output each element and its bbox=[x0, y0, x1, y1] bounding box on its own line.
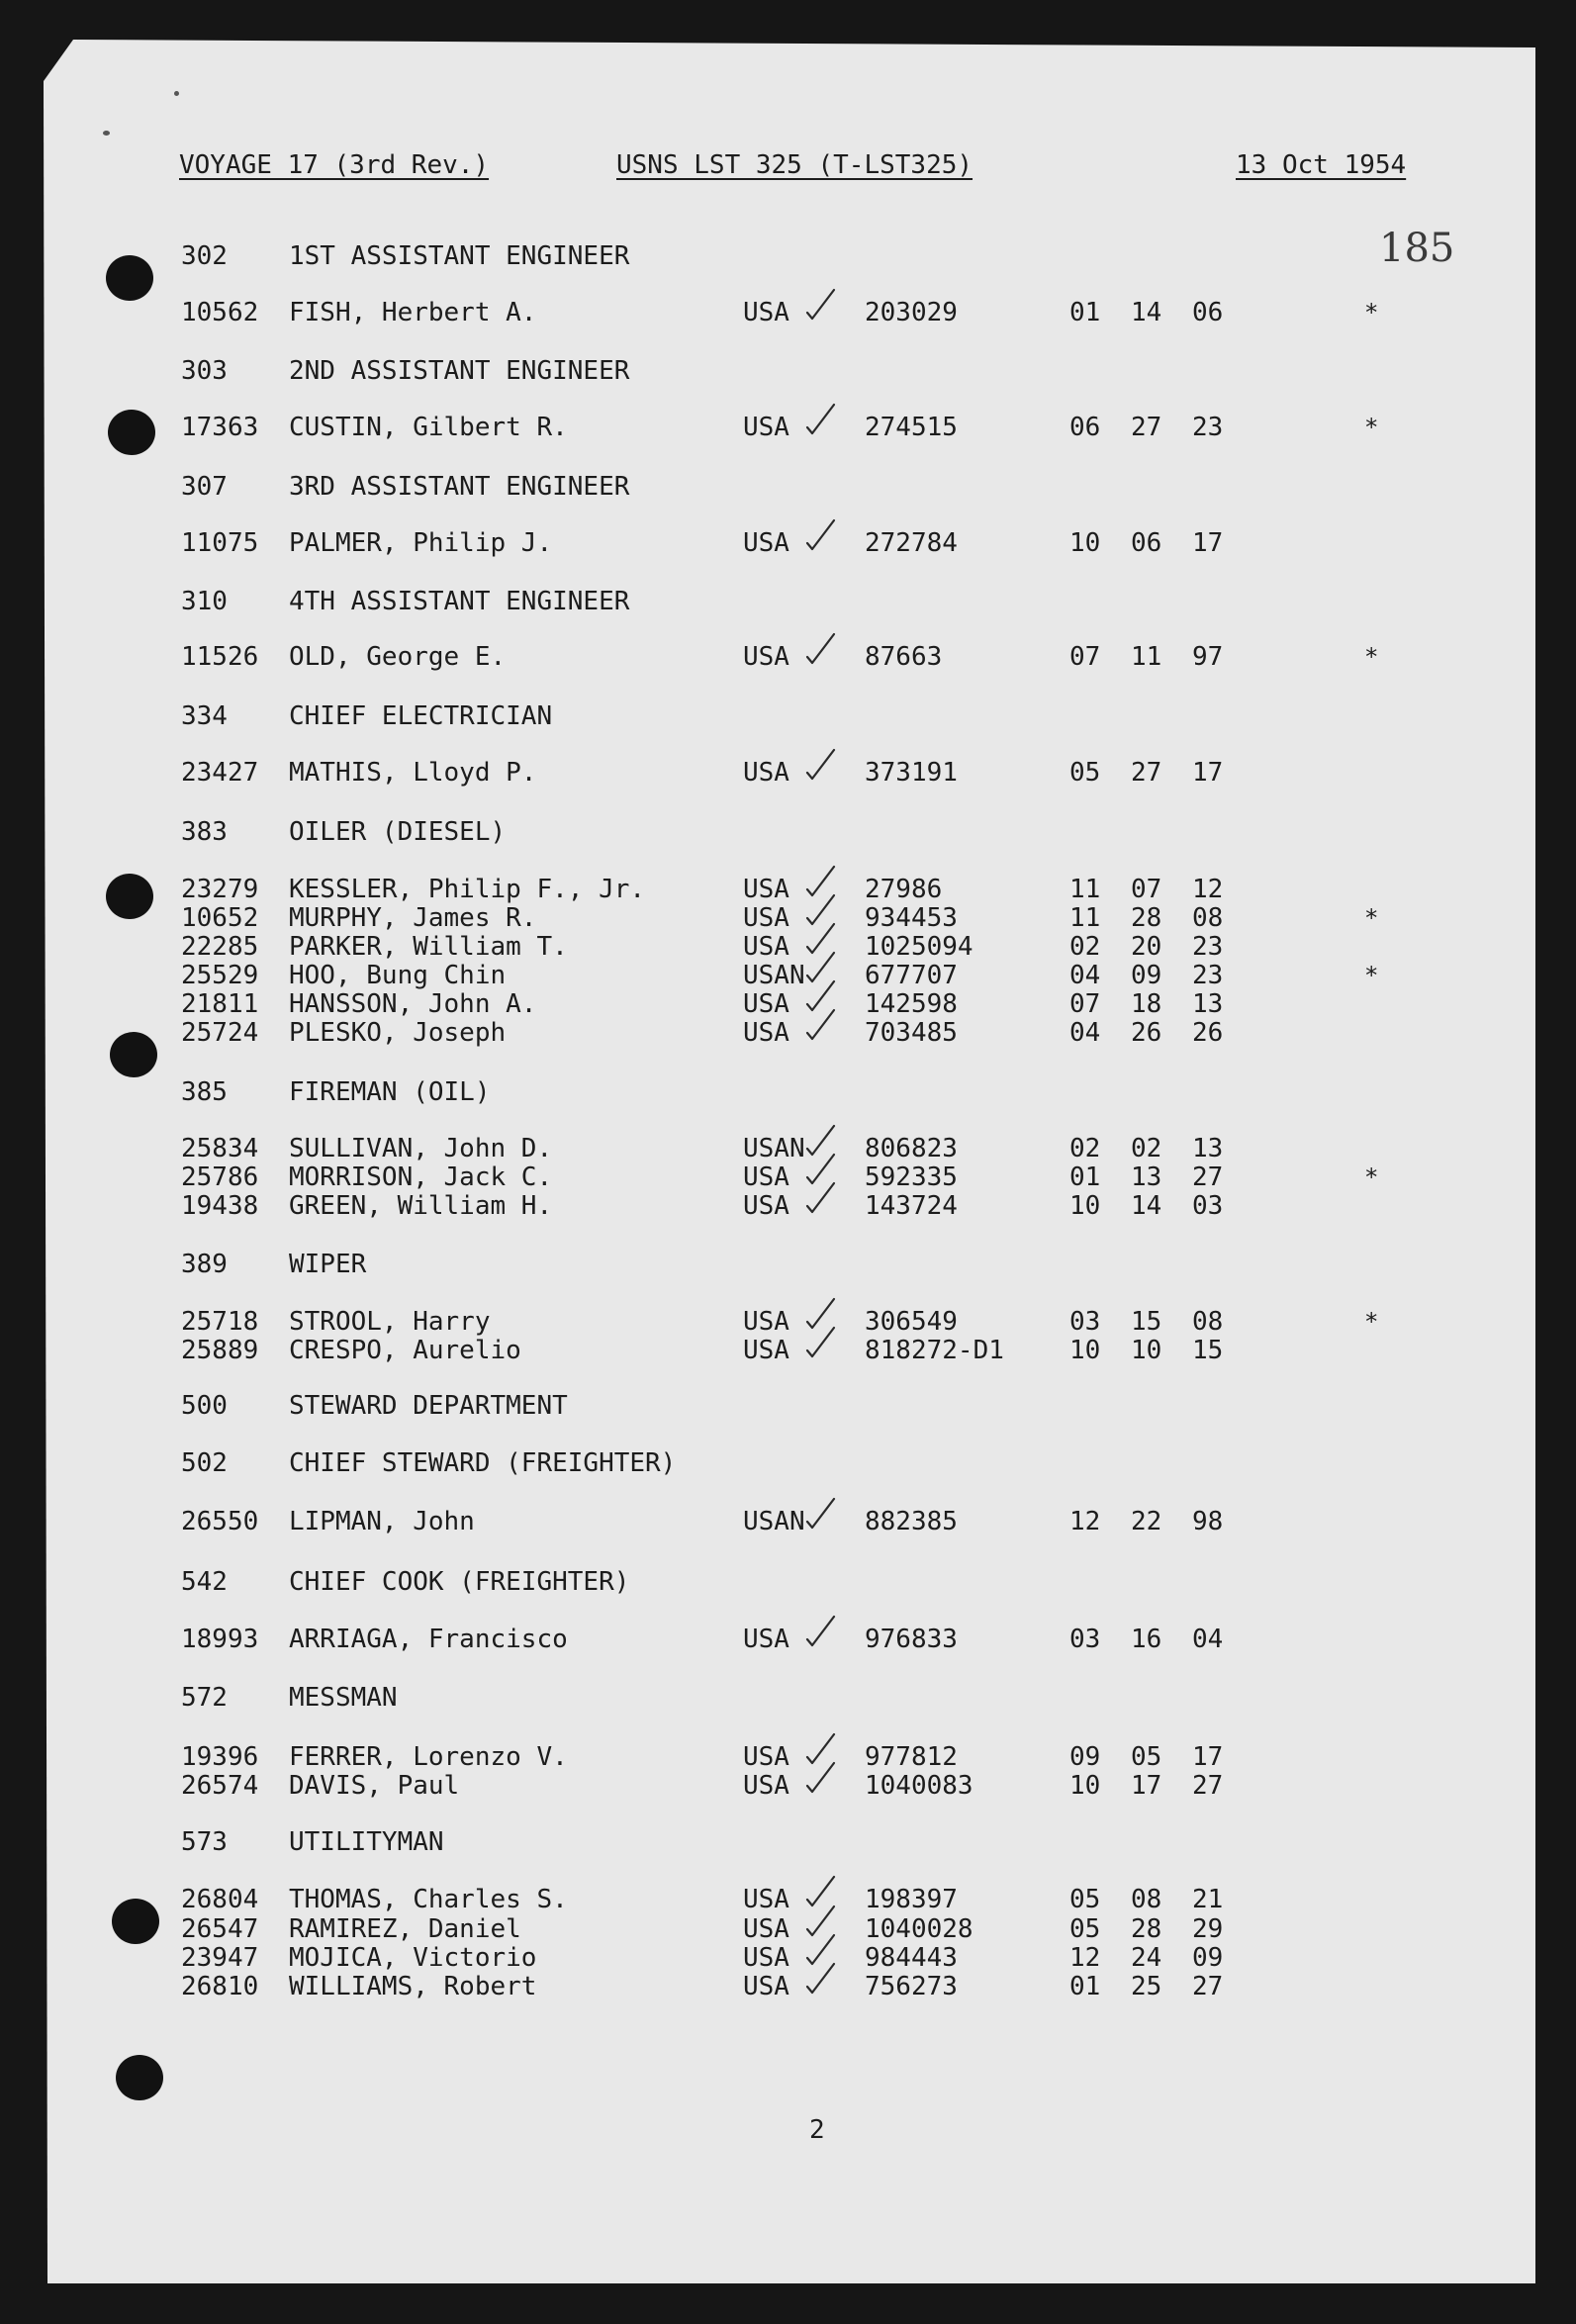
check-mark-icon bbox=[805, 1180, 837, 1216]
crew-row bbox=[0, 988, 1576, 1020]
asterisk-mark: * bbox=[1364, 962, 1379, 989]
date-year: 21 bbox=[1192, 1885, 1224, 1914]
date-day: 17 bbox=[1131, 1771, 1162, 1801]
document-number: 306549 bbox=[865, 1307, 958, 1337]
crew-code: 26810 bbox=[181, 1972, 259, 2001]
citizenship: USA bbox=[743, 1771, 789, 1801]
crew-name: WILLIAMS, Robert bbox=[289, 1972, 537, 2001]
department-code: 572 bbox=[181, 1683, 228, 1713]
department-code: 383 bbox=[181, 817, 228, 847]
crew-row bbox=[0, 527, 1576, 559]
department-code: 310 bbox=[181, 587, 228, 616]
date-year: 27 bbox=[1192, 1972, 1224, 2001]
crew-code: 25529 bbox=[181, 961, 259, 990]
crew-code: 21811 bbox=[181, 989, 259, 1019]
date-day: 07 bbox=[1131, 875, 1162, 904]
date-year: 23 bbox=[1192, 961, 1224, 990]
document-number: 806823 bbox=[865, 1134, 958, 1163]
document-number: 703485 bbox=[865, 1018, 958, 1048]
citizenship: USA bbox=[743, 1943, 789, 1973]
date-month: 07 bbox=[1069, 989, 1101, 1019]
crew-name: LIPMAN, John bbox=[289, 1507, 475, 1536]
document-number: 143724 bbox=[865, 1191, 958, 1221]
date-day: 28 bbox=[1131, 903, 1162, 933]
department-title: CHIEF ELECTRICIAN bbox=[289, 701, 553, 731]
document-number: 1040028 bbox=[865, 1914, 973, 1944]
crew-row bbox=[0, 1884, 1576, 1915]
crew-code: 23279 bbox=[181, 875, 259, 904]
department-code: 502 bbox=[181, 1448, 228, 1478]
crew-name: MORRISON, Jack C. bbox=[289, 1162, 553, 1192]
crew-name: ARRIAGA, Francisco bbox=[289, 1625, 568, 1654]
check-mark-icon bbox=[805, 1496, 837, 1532]
document-number: 203029 bbox=[865, 298, 958, 327]
department-header bbox=[0, 1076, 1576, 1108]
document-number: 87663 bbox=[865, 642, 943, 672]
asterisk-mark: * bbox=[1364, 904, 1379, 932]
date-month: 05 bbox=[1069, 758, 1101, 788]
date-day: 18 bbox=[1131, 989, 1162, 1019]
date-year: 04 bbox=[1192, 1625, 1224, 1654]
crew-code: 23947 bbox=[181, 1943, 259, 1973]
crew-row bbox=[0, 1190, 1576, 1222]
crew-code: 25724 bbox=[181, 1018, 259, 1048]
check-mark-icon bbox=[805, 1961, 837, 1997]
date-day: 27 bbox=[1131, 413, 1162, 442]
citizenship: USA bbox=[743, 1625, 789, 1654]
crew-name: HOO, Bung Chin bbox=[289, 961, 507, 990]
date-month: 03 bbox=[1069, 1307, 1101, 1337]
date-month: 11 bbox=[1069, 903, 1101, 933]
date-month: 10 bbox=[1069, 1336, 1101, 1365]
crew-code: 11526 bbox=[181, 642, 259, 672]
date-day: 24 bbox=[1131, 1943, 1162, 1973]
document-number: 592335 bbox=[865, 1162, 958, 1192]
date-year: 27 bbox=[1192, 1771, 1224, 1801]
crew-row bbox=[0, 1624, 1576, 1655]
crew-row bbox=[0, 1506, 1576, 1537]
department-title: UTILITYMAN bbox=[289, 1827, 444, 1857]
crew-code: 26550 bbox=[181, 1507, 259, 1536]
crew-name: STROOL, Harry bbox=[289, 1307, 491, 1337]
citizenship: USA bbox=[743, 758, 789, 788]
crew-row bbox=[0, 874, 1576, 905]
department-header bbox=[0, 1390, 1576, 1422]
date-day: 26 bbox=[1131, 1018, 1162, 1048]
check-mark-icon bbox=[805, 747, 837, 783]
date-year: 08 bbox=[1192, 903, 1224, 933]
crew-row bbox=[0, 641, 1576, 673]
department-header bbox=[0, 1447, 1576, 1479]
ink-speck bbox=[103, 131, 110, 136]
date-month: 01 bbox=[1069, 298, 1101, 327]
date-month: 06 bbox=[1069, 413, 1101, 442]
crew-row bbox=[0, 1017, 1576, 1049]
citizenship: USA bbox=[743, 413, 789, 442]
crew-row bbox=[0, 1133, 1576, 1164]
department-header bbox=[0, 700, 1576, 732]
document-number: 882385 bbox=[865, 1507, 958, 1536]
department-header bbox=[0, 1249, 1576, 1280]
citizenship: USA bbox=[743, 1914, 789, 1944]
date-day: 11 bbox=[1131, 642, 1162, 672]
date-year: 17 bbox=[1192, 758, 1224, 788]
crew-name: HANSSON, John A. bbox=[289, 989, 537, 1019]
crew-code: 17363 bbox=[181, 413, 259, 442]
department-code: 334 bbox=[181, 701, 228, 731]
date-month: 12 bbox=[1069, 1507, 1101, 1536]
crew-row bbox=[0, 1770, 1576, 1802]
date-day: 16 bbox=[1131, 1625, 1162, 1654]
department-title: OILER (DIESEL) bbox=[289, 817, 507, 847]
check-mark-icon bbox=[805, 1760, 837, 1796]
date-year: 03 bbox=[1192, 1191, 1224, 1221]
check-mark-icon bbox=[805, 1325, 837, 1360]
date-year: 98 bbox=[1192, 1507, 1224, 1536]
document-number: 818272-D1 bbox=[865, 1336, 1004, 1365]
crew-code: 25889 bbox=[181, 1336, 259, 1365]
asterisk-mark: * bbox=[1364, 414, 1379, 441]
check-mark-icon bbox=[805, 631, 837, 667]
document-number: 274515 bbox=[865, 413, 958, 442]
citizenship: USA bbox=[743, 1307, 789, 1337]
crew-name: OLD, George E. bbox=[289, 642, 507, 672]
date-day: 14 bbox=[1131, 1191, 1162, 1221]
voyage-label: VOYAGE 17 (3rd Rev.) bbox=[179, 150, 490, 180]
crew-code: 23427 bbox=[181, 758, 259, 788]
crew-name: MATHIS, Lloyd P. bbox=[289, 758, 537, 788]
citizenship: USA bbox=[743, 903, 789, 933]
date-year: 08 bbox=[1192, 1307, 1224, 1337]
department-code: 389 bbox=[181, 1250, 228, 1279]
department-code: 303 bbox=[181, 356, 228, 386]
crew-name: MURPHY, James R. bbox=[289, 903, 537, 933]
date-month: 02 bbox=[1069, 1134, 1101, 1163]
department-header bbox=[0, 1682, 1576, 1714]
date-month: 01 bbox=[1069, 1972, 1101, 2001]
date-month: 12 bbox=[1069, 1943, 1101, 1973]
document-number: 677707 bbox=[865, 961, 958, 990]
crew-name: FERRER, Lorenzo V. bbox=[289, 1742, 568, 1772]
date-month: 01 bbox=[1069, 1162, 1101, 1192]
document-number: 976833 bbox=[865, 1625, 958, 1654]
crew-code: 22285 bbox=[181, 932, 259, 962]
date-year: 23 bbox=[1192, 932, 1224, 962]
document-number: 756273 bbox=[865, 1972, 958, 2001]
department-header bbox=[0, 355, 1576, 387]
crew-code: 25834 bbox=[181, 1134, 259, 1163]
date-day: 08 bbox=[1131, 1885, 1162, 1914]
citizenship: USA bbox=[743, 1336, 789, 1365]
document-number: 272784 bbox=[865, 528, 958, 558]
date-year: 23 bbox=[1192, 413, 1224, 442]
crew-name: GREEN, William H. bbox=[289, 1191, 553, 1221]
crew-code: 19438 bbox=[181, 1191, 259, 1221]
crew-name: PLESKO, Joseph bbox=[289, 1018, 507, 1048]
crew-row bbox=[0, 1162, 1576, 1193]
punch-hole-6 bbox=[116, 2055, 163, 2100]
crew-row bbox=[0, 297, 1576, 328]
asterisk-mark: * bbox=[1364, 299, 1379, 326]
crew-row bbox=[0, 1741, 1576, 1773]
department-title: 3RD ASSISTANT ENGINEER bbox=[289, 472, 630, 502]
crew-code: 25786 bbox=[181, 1162, 259, 1192]
crew-row bbox=[0, 1335, 1576, 1366]
citizenship: USA bbox=[743, 298, 789, 327]
crew-row bbox=[0, 412, 1576, 443]
crew-row bbox=[0, 1971, 1576, 2002]
department-title: STEWARD DEPARTMENT bbox=[289, 1391, 568, 1421]
document-number: 934453 bbox=[865, 903, 958, 933]
asterisk-mark: * bbox=[1364, 643, 1379, 671]
ink-speck bbox=[174, 91, 179, 96]
department-code: 573 bbox=[181, 1827, 228, 1857]
citizenship: USAN bbox=[743, 961, 805, 990]
department-title: MESSMAN bbox=[289, 1683, 398, 1713]
department-header bbox=[0, 1566, 1576, 1598]
date-year: 26 bbox=[1192, 1018, 1224, 1048]
citizenship: USA bbox=[743, 875, 789, 904]
department-title: 4TH ASSISTANT ENGINEER bbox=[289, 587, 630, 616]
check-mark-icon bbox=[805, 1007, 837, 1043]
department-title: CHIEF STEWARD (FREIGHTER) bbox=[289, 1448, 677, 1478]
department-title: 1ST ASSISTANT ENGINEER bbox=[289, 241, 630, 271]
date-day: 10 bbox=[1131, 1336, 1162, 1365]
citizenship: USA bbox=[743, 1885, 789, 1914]
citizenship: USA bbox=[743, 1972, 789, 2001]
date-year: 27 bbox=[1192, 1162, 1224, 1192]
date-year: 29 bbox=[1192, 1914, 1224, 1944]
check-mark-icon bbox=[805, 1614, 837, 1649]
document-date: 13 Oct 1954 bbox=[1236, 150, 1407, 180]
crew-code: 26574 bbox=[181, 1771, 259, 1801]
date-month: 10 bbox=[1069, 528, 1101, 558]
department-title: FIREMAN (OIL) bbox=[289, 1077, 491, 1107]
citizenship: USA bbox=[743, 989, 789, 1019]
date-day: 09 bbox=[1131, 961, 1162, 990]
date-month: 02 bbox=[1069, 932, 1101, 962]
date-year: 13 bbox=[1192, 989, 1224, 1019]
department-code: 542 bbox=[181, 1567, 228, 1597]
department-code: 302 bbox=[181, 241, 228, 271]
date-day: 25 bbox=[1131, 1972, 1162, 2001]
crew-name: DAVIS, Paul bbox=[289, 1771, 460, 1801]
document-number: 27986 bbox=[865, 875, 943, 904]
date-year: 15 bbox=[1192, 1336, 1224, 1365]
department-header bbox=[0, 586, 1576, 617]
asterisk-mark: * bbox=[1364, 1163, 1379, 1191]
page-number: 2 bbox=[809, 2115, 825, 2145]
citizenship: USAN bbox=[743, 1134, 805, 1163]
date-month: 11 bbox=[1069, 875, 1101, 904]
vessel-label: USNS LST 325 (T-LST325) bbox=[616, 150, 973, 180]
check-mark-icon bbox=[805, 287, 837, 323]
department-code: 307 bbox=[181, 472, 228, 502]
crew-code: 11075 bbox=[181, 528, 259, 558]
document-number: 977812 bbox=[865, 1742, 958, 1772]
crew-name: CRESPO, Aurelio bbox=[289, 1336, 521, 1365]
citizenship: USA bbox=[743, 1162, 789, 1192]
date-day: 13 bbox=[1131, 1162, 1162, 1192]
date-day: 15 bbox=[1131, 1307, 1162, 1337]
crew-row bbox=[0, 757, 1576, 789]
check-mark-icon bbox=[805, 402, 837, 437]
department-code: 500 bbox=[181, 1391, 228, 1421]
crew-row bbox=[0, 1913, 1576, 1945]
crew-name: PALMER, Philip J. bbox=[289, 528, 553, 558]
date-year: 12 bbox=[1192, 875, 1224, 904]
crew-code: 10652 bbox=[181, 903, 259, 933]
date-year: 17 bbox=[1192, 528, 1224, 558]
citizenship: USA bbox=[743, 1191, 789, 1221]
crew-code: 26804 bbox=[181, 1885, 259, 1914]
crew-name: RAMIREZ, Daniel bbox=[289, 1914, 521, 1944]
date-year: 97 bbox=[1192, 642, 1224, 672]
department-title: CHIEF COOK (FREIGHTER) bbox=[289, 1567, 630, 1597]
crew-code: 10562 bbox=[181, 298, 259, 327]
department-header bbox=[0, 240, 1576, 272]
crew-code: 19396 bbox=[181, 1742, 259, 1772]
date-year: 06 bbox=[1192, 298, 1224, 327]
date-year: 13 bbox=[1192, 1134, 1224, 1163]
department-header bbox=[0, 816, 1576, 848]
crew-row bbox=[0, 960, 1576, 991]
crew-row bbox=[0, 1942, 1576, 1974]
document-number: 373191 bbox=[865, 758, 958, 788]
date-year: 17 bbox=[1192, 1742, 1224, 1772]
department-header bbox=[0, 1826, 1576, 1858]
date-month: 05 bbox=[1069, 1885, 1101, 1914]
date-month: 10 bbox=[1069, 1771, 1101, 1801]
date-month: 03 bbox=[1069, 1625, 1101, 1654]
date-month: 10 bbox=[1069, 1191, 1101, 1221]
date-month: 07 bbox=[1069, 642, 1101, 672]
date-day: 28 bbox=[1131, 1914, 1162, 1944]
check-mark-icon bbox=[805, 517, 837, 553]
date-day: 27 bbox=[1131, 758, 1162, 788]
date-day: 20 bbox=[1131, 932, 1162, 962]
department-title: WIPER bbox=[289, 1250, 367, 1279]
crew-row bbox=[0, 1306, 1576, 1338]
department-header bbox=[0, 471, 1576, 503]
crew-row bbox=[0, 931, 1576, 963]
citizenship: USA bbox=[743, 528, 789, 558]
crew-name: FISH, Herbert A. bbox=[289, 298, 537, 327]
crew-code: 25718 bbox=[181, 1307, 259, 1337]
citizenship: USA bbox=[743, 642, 789, 672]
crew-name: PARKER, William T. bbox=[289, 932, 568, 962]
crew-name: CUSTIN, Gilbert R. bbox=[289, 413, 568, 442]
asterisk-mark: * bbox=[1364, 1308, 1379, 1336]
crew-name: THOMAS, Charles S. bbox=[289, 1885, 568, 1914]
document-number: 142598 bbox=[865, 989, 958, 1019]
crew-code: 26547 bbox=[181, 1914, 259, 1944]
date-month: 09 bbox=[1069, 1742, 1101, 1772]
citizenship: USAN bbox=[743, 1507, 805, 1536]
document-number: 1040083 bbox=[865, 1771, 973, 1801]
date-month: 04 bbox=[1069, 1018, 1101, 1048]
document-number: 984443 bbox=[865, 1943, 958, 1973]
crew-name: SULLIVAN, John D. bbox=[289, 1134, 553, 1163]
citizenship: USA bbox=[743, 1018, 789, 1048]
stamp-number: 185 bbox=[1379, 226, 1455, 271]
document-number: 1025094 bbox=[865, 932, 973, 962]
crew-name: KESSLER, Philip F., Jr. bbox=[289, 875, 646, 904]
date-year: 09 bbox=[1192, 1943, 1224, 1973]
date-day: 06 bbox=[1131, 528, 1162, 558]
crew-name: MOJICA, Victorio bbox=[289, 1943, 537, 1973]
citizenship: USA bbox=[743, 932, 789, 962]
document-number: 198397 bbox=[865, 1885, 958, 1914]
citizenship: USA bbox=[743, 1742, 789, 1772]
date-day: 22 bbox=[1131, 1507, 1162, 1536]
date-day: 14 bbox=[1131, 298, 1162, 327]
date-month: 04 bbox=[1069, 961, 1101, 990]
date-day: 05 bbox=[1131, 1742, 1162, 1772]
date-month: 05 bbox=[1069, 1914, 1101, 1944]
date-day: 02 bbox=[1131, 1134, 1162, 1163]
department-title: 2ND ASSISTANT ENGINEER bbox=[289, 356, 630, 386]
crew-row bbox=[0, 902, 1576, 934]
department-code: 385 bbox=[181, 1077, 228, 1107]
crew-code: 18993 bbox=[181, 1625, 259, 1654]
